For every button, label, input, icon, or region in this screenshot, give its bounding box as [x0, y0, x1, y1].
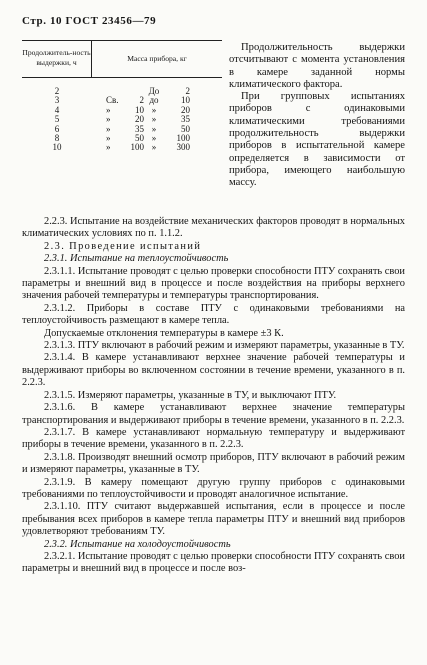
- column-header-duration: Продолжитель-ность выдержки, ч: [22, 41, 92, 77]
- range-connector: до: [149, 95, 159, 106]
- table-cell: 10: [52, 142, 62, 153]
- range-connector: »: [151, 114, 157, 125]
- range-prefix: »: [106, 104, 111, 115]
- range-high: 100: [176, 133, 190, 144]
- range-low: 35: [135, 123, 144, 134]
- range-high: 50: [181, 123, 190, 134]
- range-prefix: »: [106, 114, 111, 125]
- range-low: 2: [139, 95, 144, 106]
- range-connector: »: [151, 104, 157, 115]
- paragraph-2-3-1-5: 2.3.1.5. Измеряют параметры, указанные в ТУ, и выключают ПТУ.: [44, 389, 337, 401]
- paragraph-2-3-1-10: 2.3.1.10. ПТУ считают выдержавшей испытания, если в процессе и после пребывания всех приборов в камере тепла параметры ПТУ и внешний вид приборов удовлетворяют требованиям ТУ.: [22, 501, 405, 538]
- paragraph-2-3-1-2: 2.3.1.2. Приборы в составе ПТУ с одинаковыми требованиями на теплоустойчивость размещают в камере тепла.: [22, 302, 405, 327]
- table-row: [106, 87, 222, 96]
- range-low: 10: [135, 104, 144, 115]
- document-body: [22, 216, 405, 576]
- table-row: [106, 96, 222, 105]
- range-prefix: »: [106, 142, 111, 153]
- table-row: [106, 134, 222, 143]
- range-low: 50: [135, 133, 144, 144]
- paragraph-2-2-3: 2.2.3. Испытание на воздействие механических факторов проводят в нормальных климатических условиях по п. 1.1.2.: [22, 216, 406, 240]
- table-cell: 6: [54, 123, 60, 134]
- table-row: [106, 125, 222, 134]
- table-cell: 8: [54, 133, 60, 144]
- table-cell: 3: [54, 95, 60, 106]
- paragraph-tolerance: Допускаемые отклонения температуры в камере ±3 К.: [44, 327, 284, 339]
- paragraph-2-3-1-3: 2.3.1.3. ПТУ включают в рабочий режим и измеряют параметры, указанные в ТУ.: [44, 340, 405, 352]
- paragraph-2-3-1-1: 2.3.1.1. Испытание проводят с целью проверки способности ПТУ сохранять свои параметры и внешний вид в процессе и после воздействия на приборы верхнего значения рабочей температуры и температуры транспортирования.: [22, 265, 405, 302]
- range-low: 20: [135, 114, 144, 125]
- note-paragraph: Продолжительность выдержки отсчитывают с момента установления в камере заданной нормы климатического фактора.: [229, 42, 405, 90]
- table-cell: 4: [54, 104, 60, 115]
- duration-column: [22, 87, 92, 153]
- table-row: [106, 115, 222, 124]
- exposure-table: [22, 40, 222, 153]
- range-high: 35: [181, 114, 190, 125]
- range-prefix: Св.: [106, 95, 119, 106]
- paragraph-2-3-2-1: 2.3.2.1. Испытание проводят с целью проверки способности ПТУ сохранять свои параметры и внешний вид в процессе и после воз-: [22, 550, 405, 575]
- page-header: Стр. 10 ГОСТ 23456—79: [22, 15, 157, 27]
- section-heading-2-3-1: 2.3.1. Испытание на теплоустойчивость: [44, 253, 229, 265]
- range-connector: До: [148, 86, 160, 96]
- paragraph-2-3-1-9: 2.3.1.9. В камеру помещают другую группу приборов с одинаковыми требованиями по теплоустойчивости и проводят аналогичное испытание.: [22, 476, 405, 500]
- table-cell: 2: [54, 86, 60, 96]
- range-high: 10: [181, 95, 190, 106]
- section-heading-2-3-2: 2.3.2. Испытание на холодоустойчивость: [44, 538, 231, 550]
- range-prefix: »: [106, 133, 111, 144]
- table-body: [22, 78, 222, 153]
- range-connector: »: [151, 142, 157, 153]
- paragraph-2-3-1-6: 2.3.1.6. В камере устанавливают верхнее значение температуры транспортирования и выдерживают приборы в течение времени, указанного в п. 2.2.3.: [22, 402, 405, 426]
- range-prefix: »: [106, 123, 111, 134]
- table-cell: 5: [54, 114, 60, 125]
- range-connector: »: [151, 123, 157, 134]
- paragraph-2-3-1-7: 2.3.1.7. В камере устанавливают нормальную температуру и выдерживают приборы в течение времени, указанного в п. 2.2.3.: [22, 426, 405, 451]
- note-paragraph: При групповых испытаниях приборов с одинаковыми климатическими требованиями продолжительность выдержки приборов в испытательной камере определяется в зависимости от прибора, имеющего наибольшую массу.: [229, 91, 405, 189]
- table-header: [22, 41, 222, 78]
- range-connector: »: [151, 133, 157, 144]
- side-note: [229, 42, 405, 190]
- range-high: 20: [181, 104, 190, 115]
- range-low: 100: [130, 142, 144, 153]
- table-row: [106, 143, 222, 152]
- range-high: 300: [176, 142, 190, 153]
- table-row: [106, 106, 222, 115]
- column-header-mass: Масса прибора, кг: [127, 54, 187, 63]
- range-high: 2: [185, 86, 190, 96]
- paragraph-2-3-1-8: 2.3.1.8. Производят внешний осмотр приборов, ПТУ включают в рабочий режим и измеряют параметры, указанные в ТУ.: [22, 451, 405, 476]
- paragraph-2-3-1-4: 2.3.1.4. В камере устанавливают верхнее значение рабочей температуры и выдерживают приборы во включенном состоянии в течение времени, указанного в п. 2.2.3.: [22, 352, 405, 389]
- mass-column: [92, 87, 222, 153]
- section-heading-2-3: 2.3. Проведение испытаний: [44, 240, 202, 252]
